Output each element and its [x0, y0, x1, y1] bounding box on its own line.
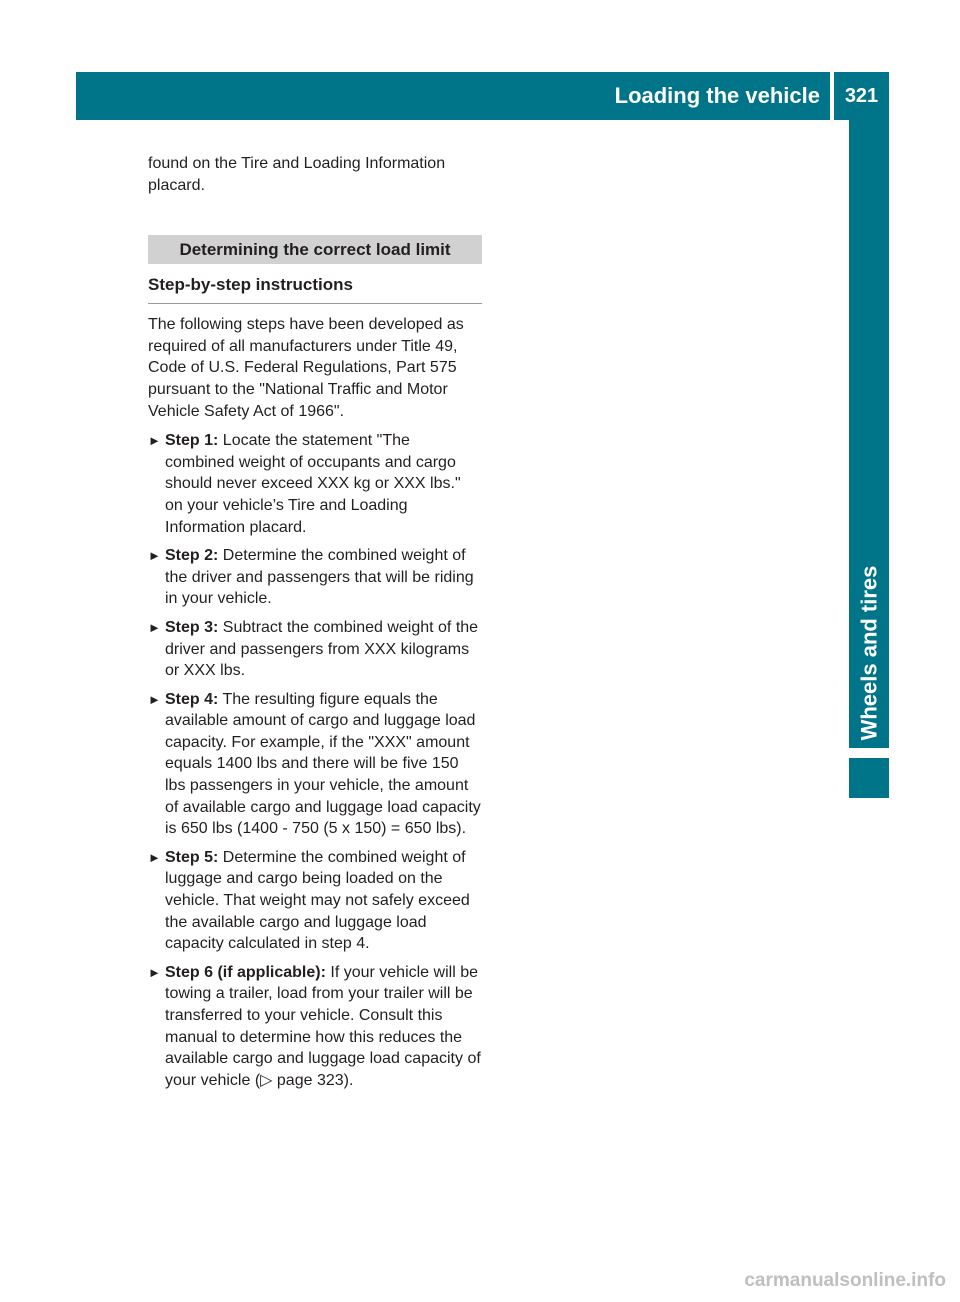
step-text: Determine the combined weight of luggage and cargo being loaded on the vehicle. That weight may not safely exceed the available cargo and luggage load capacity calculated in step 4.: [165, 848, 470, 953]
step-item-2: [148, 545, 482, 610]
step-label: Step 5:: [165, 848, 219, 866]
section-heading: Determining the correct load limit: [148, 235, 482, 264]
page-number: 321: [844, 84, 879, 107]
page-header-title: Loading the vehicle: [614, 83, 820, 108]
step-label: Step 1:: [165, 432, 219, 450]
step-label: Step 6 (if applicable):: [165, 963, 326, 981]
intro-text: found on the Tire and Loading Information placard.: [148, 155, 446, 194]
watermark-text: carmanualsonline.info: [744, 1270, 946, 1291]
step-item-1: [148, 430, 482, 538]
chapter-marker-square: [849, 758, 889, 798]
step-item-6: [148, 962, 482, 1092]
arrow-right-icon: ►: [148, 619, 161, 635]
arrow-right-icon: ►: [148, 433, 161, 449]
chapter-side-tab-label-container: [849, 558, 889, 748]
step-text: Determine the combined weight of the driver and passengers that will be riding in your vehicle.: [165, 547, 474, 608]
subheading: Step-by-step instructions: [148, 274, 482, 304]
step-text: If your vehicle will be towing a trailer, load from your trailer will be transferred to your vehicle. Consult this manual to determine how this reduces the available cargo and luggage load capacity of your vehicle (▷ page 323).: [165, 963, 481, 1089]
header-bar: [76, 72, 889, 120]
step-label: Step 2:: [165, 547, 219, 565]
arrow-right-icon: ►: [148, 849, 161, 865]
arrow-right-icon: ►: [148, 548, 161, 564]
step-item-4: [148, 689, 482, 840]
step-text: Locate the statement "The combined weight of occupants and cargo should never exceed XXX kg or XXX lbs." on your vehicle’s Tire and Loading Information placard.: [165, 432, 461, 536]
main-column: [148, 153, 482, 1098]
arrow-right-icon: ►: [148, 964, 161, 980]
chapter-side-tab-label: Wheels and tires: [856, 565, 881, 741]
step-item-5: [148, 847, 482, 955]
body-paragraph: The following steps have been developed as required of all manufacturers under Title 49, Code of U.S. Federal Regulations, Part 575 pursuant to the "National Traffic and Motor Vehicle Safety Act of 1966".: [148, 316, 464, 420]
step-label: Step 3:: [165, 618, 219, 636]
step-text: The resulting figure equals the available amount of cargo and luggage load capacity. For example, if the "XXX" amount equals 1400 lbs and there will be five 150 lbs passengers in your vehicle, the amount of available cargo and luggage load capacity is 650 lbs (1400 - 750 (5 x 150) = 650 lbs).: [165, 690, 481, 838]
step-item-3: [148, 617, 482, 682]
step-text: Subtract the combined weight of the driver and passengers from XXX kilograms or XXX lbs.: [165, 618, 479, 680]
arrow-right-icon: ►: [148, 691, 161, 707]
step-label: Step 4:: [165, 690, 219, 708]
